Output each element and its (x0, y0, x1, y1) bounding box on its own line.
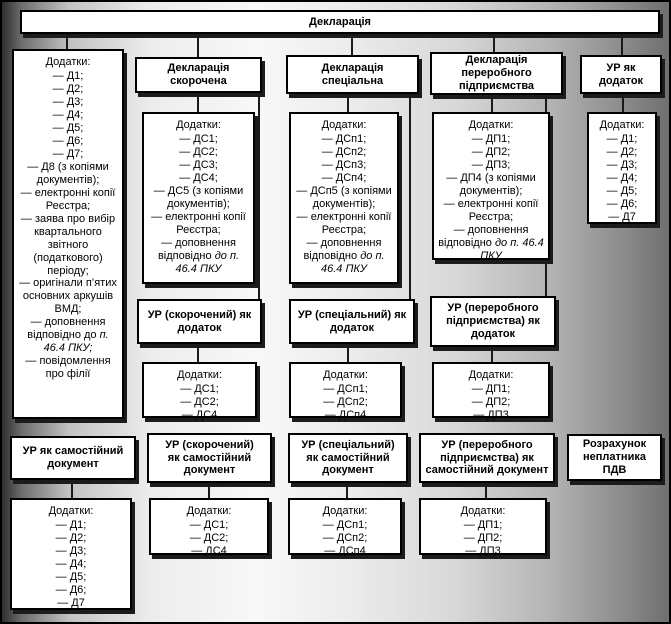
appendix-item: — Д4; (606, 171, 638, 184)
appendix-list (15, 519, 127, 610)
connector-line (485, 483, 487, 498)
appendix-item: — Д7 (57, 596, 85, 609)
appendix-list (592, 133, 652, 224)
appendix-title: Додатки: (322, 505, 368, 517)
box-label: Декларація переробного підприємства (458, 54, 535, 92)
connector-line (208, 483, 210, 498)
appendix-title: Додатки: (45, 56, 91, 68)
appendix-title: Додатки: (186, 505, 232, 517)
appendix-title: Додатки: (323, 369, 368, 381)
appendix-item: — Д6; (52, 134, 84, 147)
appendix-item: — Д3; (606, 158, 638, 171)
declaration-processing-box (430, 52, 563, 95)
appendix-item: — доповнення відповідно до п. 46.4 ПКУ (303, 236, 385, 275)
ur-special-as-appendix-box (289, 299, 415, 344)
appendix-item: — Д4; (55, 557, 87, 570)
ur-processing-standalone-box (419, 433, 555, 483)
appendix-item: — Д2; (52, 82, 84, 95)
box-label: УР (переробного підприємства) як додаток (446, 302, 540, 340)
appendix-item: — ДП4 (з копіями документів); (446, 171, 536, 197)
appendix-list (154, 519, 264, 558)
connector-line (491, 347, 493, 362)
appendix-item: — ДСп4; (321, 171, 367, 184)
appendix-item: — Д5; (55, 570, 87, 583)
box-label: УР як додаток (598, 61, 644, 87)
appendix-item: — Д2; (606, 145, 638, 158)
appendix-list (424, 519, 542, 558)
appendix-item: — ДС4 (181, 408, 218, 421)
appendix-item: — ДС2; (180, 395, 219, 408)
appendix-item: — доповнення відповідно до п. 46.4 ПКУ (157, 236, 240, 275)
appendix-list (437, 133, 545, 263)
box-label: УР (скорочений) як самостійний документ (165, 438, 254, 477)
appendix-item: — ДС3; (179, 158, 218, 171)
connector-line (197, 344, 199, 362)
appendix-item: — ДСп4 (324, 544, 366, 557)
connector-line (493, 34, 495, 52)
box-label: УР як самостійний документ (22, 445, 124, 470)
appendix-list (294, 133, 394, 276)
connector-line (622, 94, 624, 112)
ur-as-appendix-box (580, 55, 662, 94)
appendix-item: — ДСп1; (323, 382, 368, 395)
appendix-item: — ДС4 (191, 544, 227, 557)
connector-line (71, 480, 73, 498)
appendix-item: — ДП1; (471, 382, 511, 395)
appendix-item: — електронні копії Реєстра; (151, 210, 246, 236)
appendix-item: — Д7 (608, 210, 636, 223)
ur-short-standalone-box (147, 433, 272, 483)
appendix-item: — оригінали п’ятих основних аркушів ВМД; (19, 277, 117, 316)
appendix-title: Додатки: (177, 369, 222, 381)
appendix-item: — ДСп2; (322, 531, 368, 544)
appendix-item: — повідомлення про філії (25, 355, 111, 381)
appendix-item: — ДСп1; (322, 518, 368, 531)
appendix-item: — електронні копії Реєстра; (443, 197, 539, 223)
appendix-item: — Д6; (606, 197, 638, 210)
appendix-item: — ДП3 (465, 544, 501, 557)
connector-line (409, 94, 411, 299)
connector-line (66, 34, 68, 49)
appendix-item: — Д7; (52, 147, 84, 160)
short-appendix-list-box (142, 112, 255, 284)
appendix-item: — ДП3 (473, 408, 509, 421)
appendix-list (17, 70, 119, 381)
appendix-item: — ДП2; (463, 531, 503, 544)
appendix-item: — Д1; (52, 69, 84, 82)
connector-line (621, 34, 623, 55)
processing-appendix-list-box (432, 112, 550, 260)
box-label: УР (скорочений) як додаток (147, 308, 252, 334)
appendix-item: — Д1; (606, 132, 638, 145)
appendix-title: Додатки: (321, 119, 367, 131)
connector-line (491, 95, 493, 112)
appendix-item: — заява про вибір квартального звітного (податкового) періоду; (20, 212, 116, 277)
appendix-item: — Д1; (55, 518, 87, 531)
appendix-item: — ДСп1; (321, 132, 367, 145)
appendix-item: — ДП1; (471, 132, 511, 145)
appendix-title: Додатки: (468, 369, 514, 381)
box-label: УР (спеціальний) як самостійний документ (301, 438, 395, 477)
declaration-root-box (20, 10, 660, 34)
appendix-item: — ДСп2; (321, 145, 367, 158)
appendix-item: — Д5; (52, 121, 84, 134)
box-label: Декларація скорочена (167, 62, 230, 87)
ur-standalone-box (10, 436, 136, 480)
connector-line (346, 483, 348, 498)
declaration-special-box (286, 55, 419, 94)
appendix-item: — ДП2; (471, 145, 511, 158)
appendix-item: — ДС1; (189, 518, 229, 531)
appendix-item: — Д6; (55, 583, 87, 596)
appendix-item: — ДС1; (179, 132, 218, 145)
declaration-short-box (135, 57, 262, 93)
appendix-title: Додатки: (468, 119, 514, 131)
ur-special-standalone-box (288, 433, 408, 483)
appendix-list (293, 519, 397, 558)
appendix-item: — ДС1; (180, 382, 219, 395)
connector-line (258, 93, 260, 299)
box-label: Розрахунок неплатника ПДВ (582, 438, 647, 476)
appendix-item: — ДС2; (189, 531, 229, 544)
ur-short-as-appendix-box (137, 299, 262, 344)
appendix-title: Додатки: (48, 505, 94, 517)
ur-short-appendix-list-box (142, 362, 257, 421)
appendix-item: — доповнення відповідно до п. 46.4 ПКУ; (27, 316, 109, 355)
box-label: УР (спеціальний) як додаток (297, 308, 407, 334)
connector-line (197, 93, 199, 112)
ur-appendix-list-box (587, 112, 657, 224)
appendix-item: — доповнення відповідно до п. 46.4 ПКУ (438, 223, 544, 262)
appendix-list (437, 383, 545, 422)
ur-processing-standalone-appendix-list-box (419, 498, 547, 555)
appendix-item: — ДП3; (471, 158, 511, 171)
ur-standalone-appendix-list-box (10, 498, 132, 610)
appendix-item: — Д8 (з копіями документів); (27, 160, 109, 186)
appendix-item: — ДСп2; (323, 395, 368, 408)
ur-processing-as-appendix-box (430, 296, 556, 347)
appendix-item: — електронні копії Реєстра; (296, 210, 392, 236)
ur-special-appendix-list-box (289, 362, 402, 421)
declaration-appendix-list-box (12, 49, 124, 419)
special-appendix-list-box (289, 112, 399, 284)
appendix-item: — електронні копії Реєстра; (20, 186, 116, 212)
appendix-title: Додатки: (599, 119, 645, 131)
appendix-item: — ДС2; (179, 145, 218, 158)
ur-short-standalone-appendix-list-box (149, 498, 269, 555)
box-label: УР (переробного підприємства) як самостійний документ (425, 438, 549, 477)
appendix-title: Додатки: (460, 505, 506, 517)
appendix-item: — ДСп5 (з копіями документів); (296, 184, 392, 210)
appendix-item: — ДСп4 (324, 408, 367, 421)
appendix-item: — Д5; (606, 184, 638, 197)
appendix-list (294, 383, 397, 422)
appendix-item: — Д2; (55, 531, 87, 544)
box-label: Декларація спеціальна (321, 61, 384, 87)
appendix-item: — Д3; (52, 95, 84, 108)
appendix-item: — Д3; (55, 544, 87, 557)
appendix-list (147, 133, 250, 276)
connector-line (347, 94, 349, 112)
ur-processing-appendix-list-box (432, 362, 550, 421)
connector-line (197, 34, 199, 57)
appendix-title: Додатки: (176, 119, 221, 131)
connector-line (351, 34, 353, 55)
appendix-item: — ДСп3; (321, 158, 367, 171)
non-payer-calculation-box (567, 434, 662, 481)
appendix-item: — ДП2; (471, 395, 511, 408)
connector-line (347, 344, 349, 362)
declaration-root-label: Декларація (309, 15, 371, 28)
appendix-item: — ДС5 (з копіями документів); (153, 184, 244, 210)
ur-special-standalone-appendix-list-box (288, 498, 402, 555)
appendix-item: — ДП1; (463, 518, 503, 531)
appendix-item: — ДС4; (179, 171, 218, 184)
appendix-list (147, 383, 252, 422)
appendix-item: — Д4; (52, 108, 84, 121)
